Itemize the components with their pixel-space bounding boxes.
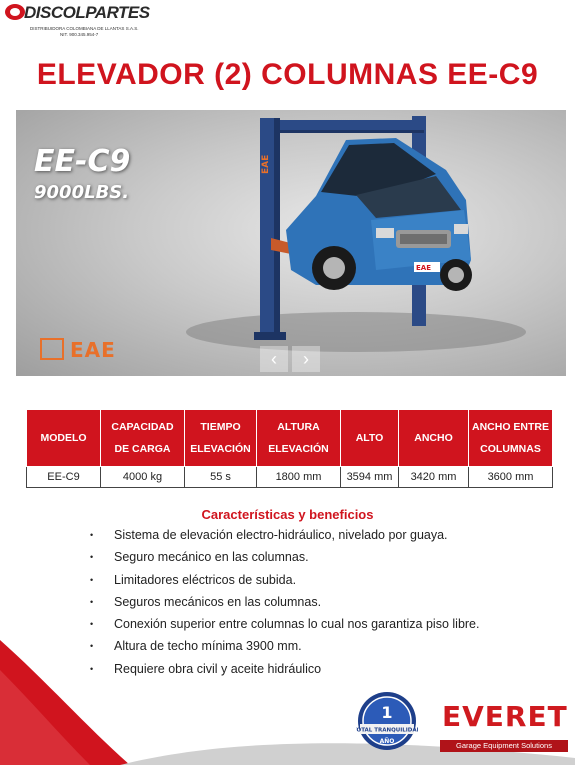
bullet-icon: • — [90, 663, 94, 674]
features-title: Características y beneficios — [201, 507, 374, 522]
bullet-icon: • — [90, 574, 94, 585]
table-row — [27, 467, 553, 488]
table-cell: EE-C9 — [27, 467, 101, 488]
hero-capacity-label: 9000LBS. — [34, 182, 130, 203]
list-item — [90, 591, 479, 613]
col-header-alto: ALTO — [341, 410, 399, 467]
table-header-row — [27, 410, 553, 467]
table-cell: 3594 mm — [341, 467, 399, 488]
seal-text: TOTAL TRANQUILIDAD — [356, 727, 418, 734]
col-header-tiempo: TIEMPO ELEVACIÓN — [185, 410, 257, 467]
table-cell: 3420 mm — [399, 467, 469, 488]
seal-number: 1 — [381, 703, 393, 722]
bullet-icon: • — [90, 619, 94, 630]
chevron-left-icon: ‹ — [271, 349, 277, 369]
logo-name: DISCOLPARTES — [24, 3, 150, 22]
eae-mark-icon — [40, 338, 64, 360]
bullet-icon: • — [90, 596, 94, 607]
spec-table — [26, 409, 553, 488]
feature-text: Seguros mecánicos en las columnas. — [114, 594, 322, 609]
list-item — [90, 569, 479, 591]
feature-text: Seguro mecánico en las columnas. — [114, 550, 309, 565]
warranty-seal — [356, 690, 418, 752]
everet-brand: EVERET — [442, 700, 568, 733]
hero-model-label: EE-C9 — [34, 144, 131, 179]
logo-nit: NIT. 900.345.954-7 — [60, 32, 99, 37]
list-item — [90, 613, 479, 635]
eae-logo — [40, 338, 116, 362]
seal-unit: AÑO — [379, 738, 395, 745]
next-slide-button[interactable] — [292, 346, 320, 372]
chevron-right-icon: › — [303, 349, 309, 369]
bullet-icon: • — [90, 530, 94, 540]
column-brand: EAE — [261, 154, 271, 174]
col-header-capacidad: CAPACIDAD DE CARGA — [101, 410, 185, 467]
everet-logo — [432, 700, 568, 756]
col-header-ancho-columnas: ANCHO ENTRE COLUMNAS — [469, 410, 553, 467]
seal-badge-icon — [356, 690, 418, 752]
col-header-altura: ALTURA ELEVACIÓN — [257, 410, 341, 467]
bullet-icon: • — [90, 641, 94, 652]
table-cell: 3600 mm — [469, 467, 553, 488]
list-item — [90, 546, 479, 568]
feature-text: Conexión superior entre columnas lo cual nos garantiza piso libre. — [114, 617, 480, 632]
prev-slide-button[interactable] — [260, 346, 288, 372]
list-item — [90, 524, 479, 546]
eae-logo-text: EAE — [70, 338, 116, 362]
discolpartes-logo — [4, 2, 150, 42]
table-cell: 55 s — [185, 467, 257, 488]
page-title: ELEVADOR (2) COLUMNAS EE-C9 — [36, 58, 539, 91]
product-image — [16, 110, 566, 376]
col-header-modelo: MODELO — [27, 410, 101, 467]
logo-subtitle — [30, 26, 138, 38]
logo-subtitle-line: DISTRIBUIDORA COLOMBIANA DE LLANTAS S.A.S. — [30, 26, 139, 31]
table-cell: 1800 mm — [257, 467, 341, 488]
feature-text: Requiere obra civil y aceite hidráulico — [114, 661, 322, 676]
bullet-icon: • — [90, 552, 94, 563]
feature-text: Limitadores eléctricos de subida. — [114, 572, 297, 587]
table-cell: 4000 kg — [101, 467, 185, 488]
everet-tagline: Garage Equipment Solutions — [440, 740, 568, 752]
col-header-ancho: ANCHO — [399, 410, 469, 467]
plate-text: EAE — [416, 264, 431, 272]
feature-text: Altura de techo mínima 3900 mm. — [114, 639, 302, 654]
feature-text: Sistema de elevación electro-hidráulico, nivelado por guaya. — [114, 528, 448, 542]
